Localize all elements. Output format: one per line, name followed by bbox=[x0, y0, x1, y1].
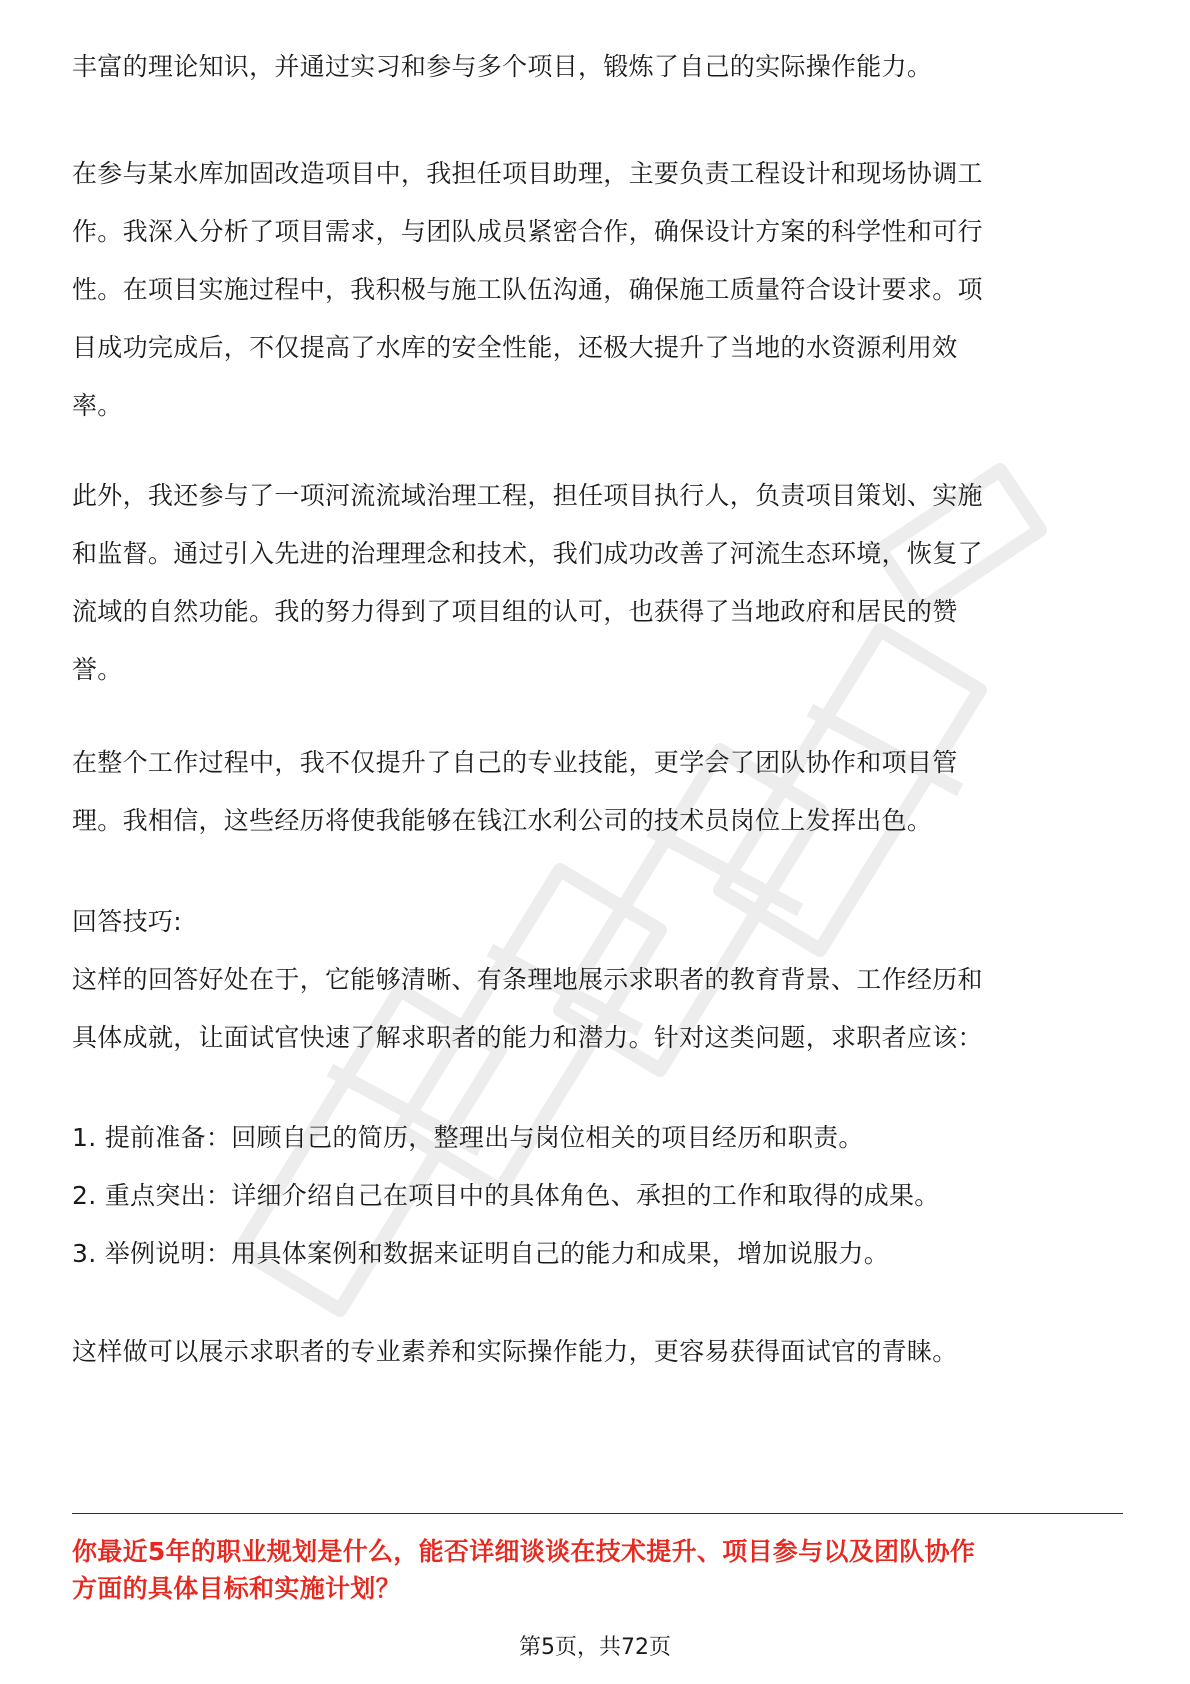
list-item: 2. 重点突出：详细介绍自己在项目中的具体角色、承担的工作和取得的成果。 bbox=[72, 1181, 940, 1210]
answer-tips-section bbox=[72, 893, 1122, 1067]
text-line: 丰富的理论知识，并通过实习和参与多个项目，锻炼了自己的实际操作能力。 bbox=[72, 52, 933, 81]
page-number-footer: 第5页，共72页 bbox=[519, 1635, 671, 1660]
text-line: 和监督。通过引入先进的治理理念和技术，我们成功改善了河流生态环境，恢复了 bbox=[72, 539, 983, 568]
text-line: 誉。 bbox=[72, 655, 123, 684]
section-divider bbox=[72, 1513, 1123, 1514]
text-line: 在参与某水库加固改造项目中，我担任项目助理，主要负责工程设计和现场协调工 bbox=[72, 159, 983, 188]
text-line: 率。 bbox=[72, 391, 123, 420]
next-interview-question bbox=[72, 1533, 1132, 1607]
paragraph-summary bbox=[72, 734, 1122, 850]
text-line: 此外，我还参与了一项河流流域治理工程，担任项目执行人，负责项目策划、实施 bbox=[72, 481, 983, 510]
text-line: 目成功完成后，不仅提高了水库的安全性能，还极大提升了当地的水资源利用效 bbox=[72, 333, 958, 362]
text-line: 在整个工作过程中，我不仅提升了自己的专业技能，更学会了团队协作和项目管 bbox=[72, 748, 958, 777]
list-item: 1. 提前准备：回顾自己的简历，整理出与岗位相关的项目经历和职责。 bbox=[72, 1123, 864, 1152]
text-line: 具体成就，让面试官快速了解求职者的能力和潜力。针对这类问题，求职者应该： bbox=[72, 1023, 983, 1052]
list-item: 3. 举例说明：用具体案例和数据来证明自己的能力和成果，增加说服力。 bbox=[72, 1239, 890, 1268]
text-line: 这样做可以展示求职者的专业素养和实际操作能力，更容易获得面试官的青睐。 bbox=[72, 1337, 958, 1366]
text-line: 作。我深入分析了项目需求，与团队成员紧密合作，确保设计方案的科学性和可行 bbox=[72, 217, 983, 246]
paragraph-reservoir-project bbox=[72, 145, 1122, 435]
paragraph-intro-continuation bbox=[72, 38, 1122, 96]
text-line: 这样的回答好处在于，它能够清晰、有条理地展示求职者的教育背景、工作经历和 bbox=[72, 965, 983, 994]
paragraph-river-project bbox=[72, 467, 1122, 699]
paragraph-closing bbox=[72, 1323, 1122, 1381]
question-line: 方面的具体目标和实施计划？ bbox=[72, 1574, 401, 1603]
text-line: 流域的自然功能。我的努力得到了项目组的认可，也获得了当地政府和居民的赞 bbox=[72, 597, 958, 626]
text-line: 性。在项目实施过程中，我积极与施工队伍沟通，确保施工质量符合设计要求。项 bbox=[72, 275, 983, 304]
tips-heading: 回答技巧: bbox=[72, 907, 182, 936]
question-line: 你最近5年的职业规划是什么，能否详细谈谈在技术提升、项目参与以及团队协作 bbox=[72, 1537, 976, 1566]
tips-numbered-list bbox=[72, 1109, 1122, 1283]
text-line: 理。我相信，这些经历将使我能够在钱江水利公司的技术员岗位上发挥出色。 bbox=[72, 806, 933, 835]
